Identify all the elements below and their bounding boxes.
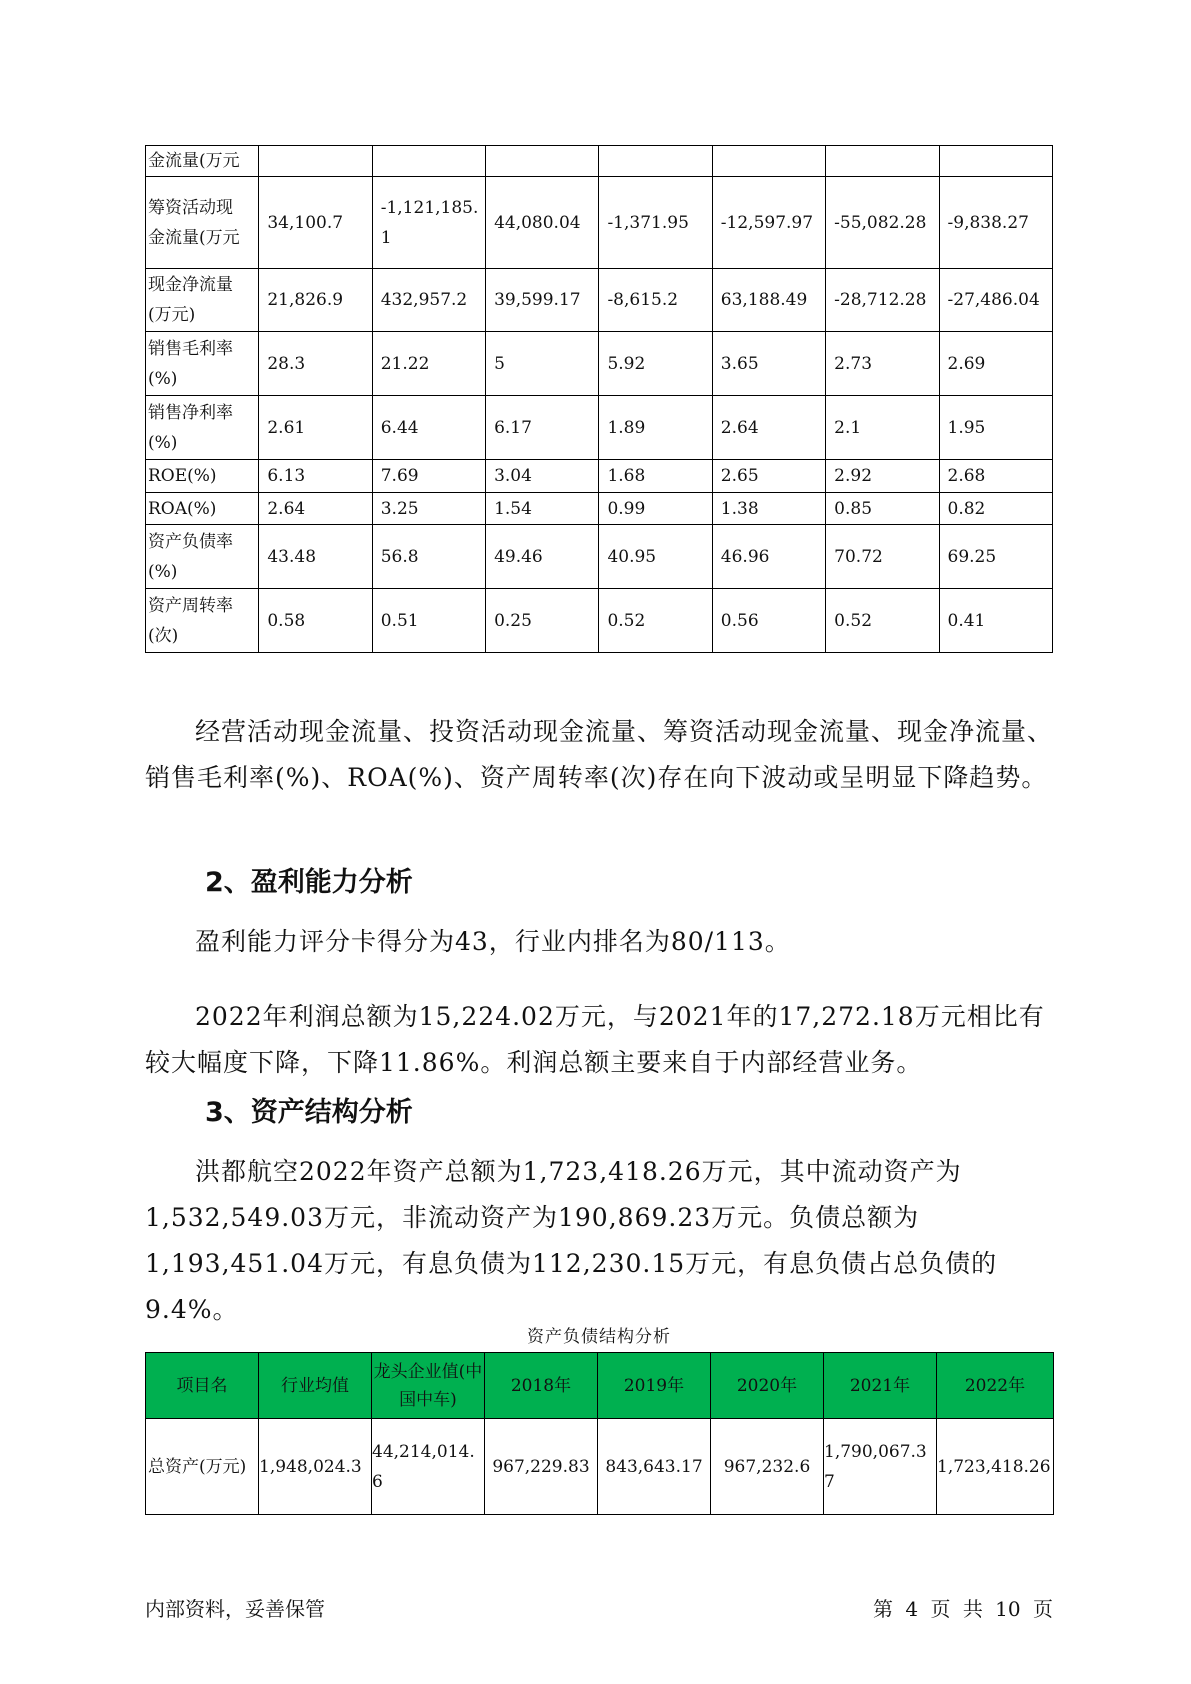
- column-header: 2022年: [937, 1353, 1054, 1419]
- table-cell: 6.44: [372, 396, 485, 460]
- profit-heading: 2、盈利能力分析: [205, 867, 413, 898]
- table-cell: 44,080.04: [486, 177, 599, 269]
- table-cell: [372, 146, 485, 177]
- table-cell: 70.72: [826, 525, 939, 589]
- row-label: 筹资活动现 金流量(万元: [146, 177, 259, 269]
- table-cell: 6.13: [259, 460, 372, 493]
- table-cell: [599, 146, 712, 177]
- table-cell: 7.69: [372, 460, 485, 493]
- table-cell: 0.51: [372, 589, 485, 653]
- table-cell: 49.46: [486, 525, 599, 589]
- column-header: 2019年: [598, 1353, 711, 1419]
- profit-score-paragraph: 盈利能力评分卡得分为43，行业内排名为80/113。: [195, 927, 791, 956]
- table-row: [146, 589, 1053, 653]
- table-cell: -12,597.97: [712, 177, 825, 269]
- table-cell: 0.82: [939, 493, 1052, 525]
- table-cell: 1,790,067.37: [824, 1419, 937, 1515]
- table-cell: 0.52: [826, 589, 939, 653]
- table-row: [146, 146, 1053, 177]
- asset-liability-table: [145, 1352, 1054, 1515]
- table-caption: 资产负债结构分析: [527, 1327, 671, 1347]
- table-cell: 40.95: [599, 525, 712, 589]
- table-row: [146, 332, 1053, 396]
- row-label: 资产负债率 (%): [146, 525, 259, 589]
- row-label: 现金净流量 (万元): [146, 269, 259, 332]
- table-cell: 5.92: [599, 332, 712, 396]
- table-row: [146, 1419, 1054, 1515]
- table-cell: 967,229.83: [485, 1419, 598, 1515]
- financial-indicators-table: [145, 145, 1053, 653]
- table-cell: 2.68: [939, 460, 1052, 493]
- column-header: 2018年: [485, 1353, 598, 1419]
- table-cell: 0.85: [826, 493, 939, 525]
- table-cell: 1,723,418.26: [937, 1419, 1054, 1515]
- table-cell: 2.1: [826, 396, 939, 460]
- table-cell: 3.65: [712, 332, 825, 396]
- profit-detail-paragraph: 2022年利润总额为15,224.02万元，与2021年的17,272.18万元相比有较大幅度下降，下降11.86%。利润总额主要来自于内部经营业务。: [145, 1002, 1045, 1077]
- table-cell: -1,121,185.1: [372, 177, 485, 269]
- table-cell: 21,826.9: [259, 269, 372, 332]
- column-header: 2020年: [711, 1353, 824, 1419]
- table-cell: 0.58: [259, 589, 372, 653]
- table-row: [146, 396, 1053, 460]
- row-label: 总资产(万元): [146, 1419, 259, 1515]
- table-cell: 2.64: [712, 396, 825, 460]
- table-cell: 843,643.17: [598, 1419, 711, 1515]
- table-cell: 21.22: [372, 332, 485, 396]
- table-cell: 63,188.49: [712, 269, 825, 332]
- table-cell: 2.73: [826, 332, 939, 396]
- trend-paragraph: 经营活动现金流量、投资活动现金流量、筹资活动现金流量、现金净流量、销售毛利率(%)、ROA(%)、资产周转率(次)存在向下波动或呈明显下降趋势。: [145, 717, 1054, 792]
- table-cell: 1,948,024.3: [259, 1419, 372, 1515]
- row-label: ROA(%): [146, 493, 259, 525]
- table-cell: [939, 146, 1052, 177]
- table-cell: -27,486.04: [939, 269, 1052, 332]
- table-row: [146, 269, 1053, 332]
- table-cell: 3.25: [372, 493, 485, 525]
- table-cell: [486, 146, 599, 177]
- table-header-row: [146, 1353, 1054, 1419]
- table-cell: 69.25: [939, 525, 1052, 589]
- table-cell: 2.65: [712, 460, 825, 493]
- table-row: [146, 493, 1053, 525]
- table-cell: 3.04: [486, 460, 599, 493]
- page-number: 第 4 页 共 10 页: [873, 1597, 1053, 1621]
- table-cell: 28.3: [259, 332, 372, 396]
- table-cell: 1.54: [486, 493, 599, 525]
- table-cell: 1.38: [712, 493, 825, 525]
- table-cell: 0.56: [712, 589, 825, 653]
- table-cell: 0.41: [939, 589, 1052, 653]
- table-cell: 46.96: [712, 525, 825, 589]
- confidential-note: 内部资料，妥善保管: [145, 1597, 325, 1621]
- table-row: [146, 177, 1053, 269]
- table-cell: [826, 146, 939, 177]
- table-row: [146, 525, 1053, 589]
- table-cell: 1.68: [599, 460, 712, 493]
- table-cell: -1,371.95: [599, 177, 712, 269]
- table-cell: 56.8: [372, 525, 485, 589]
- table-row: [146, 460, 1053, 493]
- asset-detail-paragraph: 洪都航空2022年资产总额为1,723,418.26万元，其中流动资产为1,532,549.03万元，非流动资产为190,869.23万元。负债总额为1,193,451.04万元，有息负债为112,230.15万元，有息负债占总负债的9.4%。: [145, 1157, 998, 1324]
- table-cell: 34,100.7: [259, 177, 372, 269]
- table-cell: 2.92: [826, 460, 939, 493]
- table-cell: 6.17: [486, 396, 599, 460]
- table-cell: 5: [486, 332, 599, 396]
- column-header: 行业均值: [259, 1353, 372, 1419]
- table-cell: 0.99: [599, 493, 712, 525]
- row-label: 资产周转率 (次): [146, 589, 259, 653]
- row-label: ROE(%): [146, 460, 259, 493]
- table-cell: 432,957.2: [372, 269, 485, 332]
- table-cell: -8,615.2: [599, 269, 712, 332]
- table-cell: 1.95: [939, 396, 1052, 460]
- table-cell: 2.64: [259, 493, 372, 525]
- row-label: 金流量(万元: [146, 146, 259, 177]
- table-cell: [712, 146, 825, 177]
- table-cell: -9,838.27: [939, 177, 1052, 269]
- row-label: 销售毛利率 (%): [146, 332, 259, 396]
- table-cell: -55,082.28: [826, 177, 939, 269]
- row-label: 销售净利率 (%): [146, 396, 259, 460]
- column-header: 龙头企业值(中国中车): [372, 1353, 485, 1419]
- table-cell: 2.69: [939, 332, 1052, 396]
- table-cell: 43.48: [259, 525, 372, 589]
- table-cell: -28,712.28: [826, 269, 939, 332]
- table-cell: 1.89: [599, 396, 712, 460]
- column-header: 2021年: [824, 1353, 937, 1419]
- table-cell: 2.61: [259, 396, 372, 460]
- table-cell: 0.25: [486, 589, 599, 653]
- column-header: 项目名: [146, 1353, 259, 1419]
- table-cell: 44,214,014.6: [372, 1419, 485, 1515]
- asset-heading: 3、资产结构分析: [205, 1097, 413, 1128]
- table-cell: [259, 146, 372, 177]
- table-cell: 967,232.6: [711, 1419, 824, 1515]
- table-cell: 39,599.17: [486, 269, 599, 332]
- table-cell: 0.52: [599, 589, 712, 653]
